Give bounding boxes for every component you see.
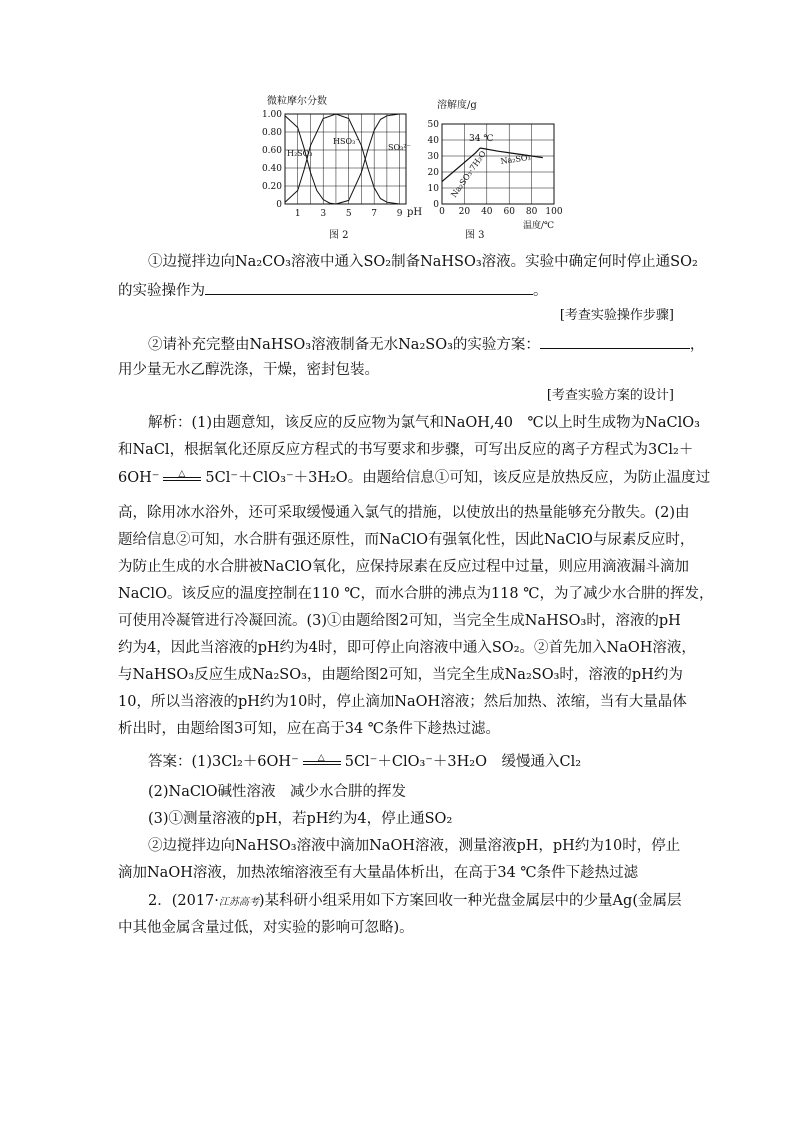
analysis-line-4: 高，除用冰水浴外，还可采取缓慢通入氯气的措施，以使放出的热量能够充分散失。(2)由 [118, 505, 690, 521]
question-2-line-1: ②请补充完整由NaHSO₃溶液制备无水Na₂SO₃的实验方案： ， [148, 334, 674, 355]
analysis-line-9: 约为4，因此当溶液的pH约为4时，即可停止向溶液中通入SO₂。②首先加入NaOH溶液， [118, 640, 696, 656]
fig2-ytick: 0 [276, 200, 282, 210]
answer-line-4: ②边搅拌边向NaHSO₃溶液中滴加NaOH溶液，测量溶液pH，pH约为10时，停止 [148, 838, 681, 854]
fig3-xlabel: 温度/℃ [523, 221, 555, 231]
fig2-xtick: 5 [345, 209, 352, 219]
heat-arrow-icon: △ [163, 472, 201, 484]
fig3-ylabel: 溶解度/g [437, 100, 477, 111]
analysis-line-1: 解析：(1)由题意知，该反应的反应物为氯气和NaOH,40 ℃以上时生成物为NaClO₃ [148, 415, 700, 431]
question-1-line-1: ①边搅拌边向Na₂CO₃溶液中通入SO₂制备NaHSO₃溶液。实验中确定何时停止通SO₂ [148, 254, 698, 270]
answer-blank-1[interactable] [205, 280, 533, 295]
fig3-xtick: 40 [481, 207, 493, 217]
tag-design: [考查实验方案的设计] [546, 388, 674, 403]
answer-line-1: 答案：(1)3Cl₂＋6OH⁻ △ 5Cl⁻＋ClO₃⁻＋3H₂O 缓慢通入Cl₂ [148, 753, 582, 770]
fig2-label-hso3: HSO₃⁻ [333, 137, 360, 146]
analysis-line-12: 析出时，由题给图3可知，应在高于34 ℃条件下趁热过滤。 [118, 721, 501, 737]
fig2-xtick: 1 [294, 209, 301, 219]
fig3-ytick: 20 [427, 168, 439, 178]
fig3-ytick: 40 [427, 136, 439, 146]
analysis-line-3: 6OH⁻ △ 5Cl⁻＋ClO₃⁻＋3H₂O。由题给信息①可知，该反应是放热反应，为防止温度过 [118, 469, 711, 486]
fig3-caption: 图 3 [465, 230, 485, 241]
question-1-line-2: 的实验操作为 。 [118, 280, 674, 301]
fig2-frame [285, 114, 406, 204]
fig2-caption: 图 2 [329, 230, 349, 241]
fig2-xtick: 9 [396, 209, 403, 219]
fig3-curve-label-hydrate: Na₂SO₃·7H₂O [449, 149, 488, 200]
fig2-series-1 [285, 114, 400, 204]
fig2-series-2 [336, 114, 400, 204]
fig3-ytick: 0 [433, 200, 439, 210]
answer-line-3: (3)①测量溶液的pH，若pH约为4，停止通SO₂ [148, 811, 453, 827]
answer-line-2: (2)NaClO碱性溶液 减少水合肼的挥发 [148, 784, 406, 800]
fig3-xtick: 80 [525, 207, 538, 217]
tag-operation: [考查实验操作步骤] [559, 308, 674, 323]
answer-line-5: 滴加NaOH溶液，加热浓缩溶液至有大量晶体析出，在高于34 ℃条件下趁热过滤 [118, 865, 639, 881]
fig2-label-h2so3: H₂SO₃ [287, 149, 313, 158]
fig3-ytick: 10 [427, 184, 439, 194]
fig3-xtick: 20 [458, 207, 471, 217]
analysis-line-6: 为防止生成的水合肼被NaClO氧化，应保持尿素在反应过程中过量，则应用滴液漏斗滴加 [118, 559, 689, 575]
question-next-line-1: 2．(2017·江苏高考)某科研小组采用如下方案回收一种光盘金属层中的少量Ag(金属层 [148, 893, 682, 909]
fig2-xtick: 7 [371, 209, 378, 219]
analysis-line-10: 与NaHSO₃反应生成Na₂SO₃，由题给图2可知，当完全生成Na₂SO₃时，溶液的pH约为 [118, 667, 683, 683]
analysis-line-2: 和NaCl，根据氧化还原反应方程式的书写要求和步骤，可写出反应的离子方程式为3Cl₂＋ [118, 442, 694, 458]
analysis-line-5: 题给信息②可知，水合肼有强还原性，而NaClO有强氧化性，因此NaClO与尿素反应时， [118, 532, 695, 548]
fig3-xtick: 0 [439, 207, 445, 217]
fig2-xunit: pH [407, 207, 423, 218]
fig3-ytick: 30 [427, 152, 439, 162]
fig2-ylabel: 微粒摩尔分数 [267, 96, 327, 107]
figure-3-chart [425, 98, 575, 244]
fig2-label-so3: SO₃²⁻ [388, 143, 411, 152]
analysis-line-8: 可使用冷凝管进行冷凝回流。(3)①由题给图2可知，当完全生成NaHSO₃时，溶液的pH [118, 613, 681, 629]
figure-2 [255, 94, 425, 244]
heat-arrow-icon-2: △ [303, 756, 341, 768]
fig3-xtick: 60 [503, 207, 515, 217]
fig2-ytick: 1.00 [261, 110, 282, 120]
fig3-ytick: 50 [427, 120, 439, 130]
analysis-line-7: NaClO。该反应的温度控制在110 ℃，而水合肼的沸点为118 ℃，为了减少水合肼的挥发， [118, 586, 714, 602]
fig2-ytick: 0.20 [261, 182, 282, 192]
question-2-line-2: 用少量无水乙醇洗涤，干燥，密封包装。 [118, 362, 379, 378]
fig3-curve-label-anhydrous: Na₂SO₃ [500, 152, 532, 166]
fig3-annotation: 34 ℃ [469, 134, 494, 144]
answer-blank-2[interactable] [540, 334, 690, 349]
figure-2-chart [255, 94, 425, 244]
analysis-line-11: 10，所以当溶液的pH约为10时，停止滴加NaOH溶液；然后加热、浓缩，当有大量晶体 [118, 694, 687, 710]
fig2-ytick: 0.80 [261, 128, 282, 138]
question-next-line-2: 中其他金属含量过低，对实验的影响可忽略)。 [118, 920, 414, 936]
figure-3 [425, 98, 575, 244]
fig2-grid [285, 114, 406, 204]
fig3-xtick: 100 [545, 207, 563, 217]
fig2-ytick: 0.40 [261, 164, 282, 174]
fig2-ytick: 0.60 [261, 146, 282, 156]
fig2-xtick: 3 [320, 209, 327, 219]
